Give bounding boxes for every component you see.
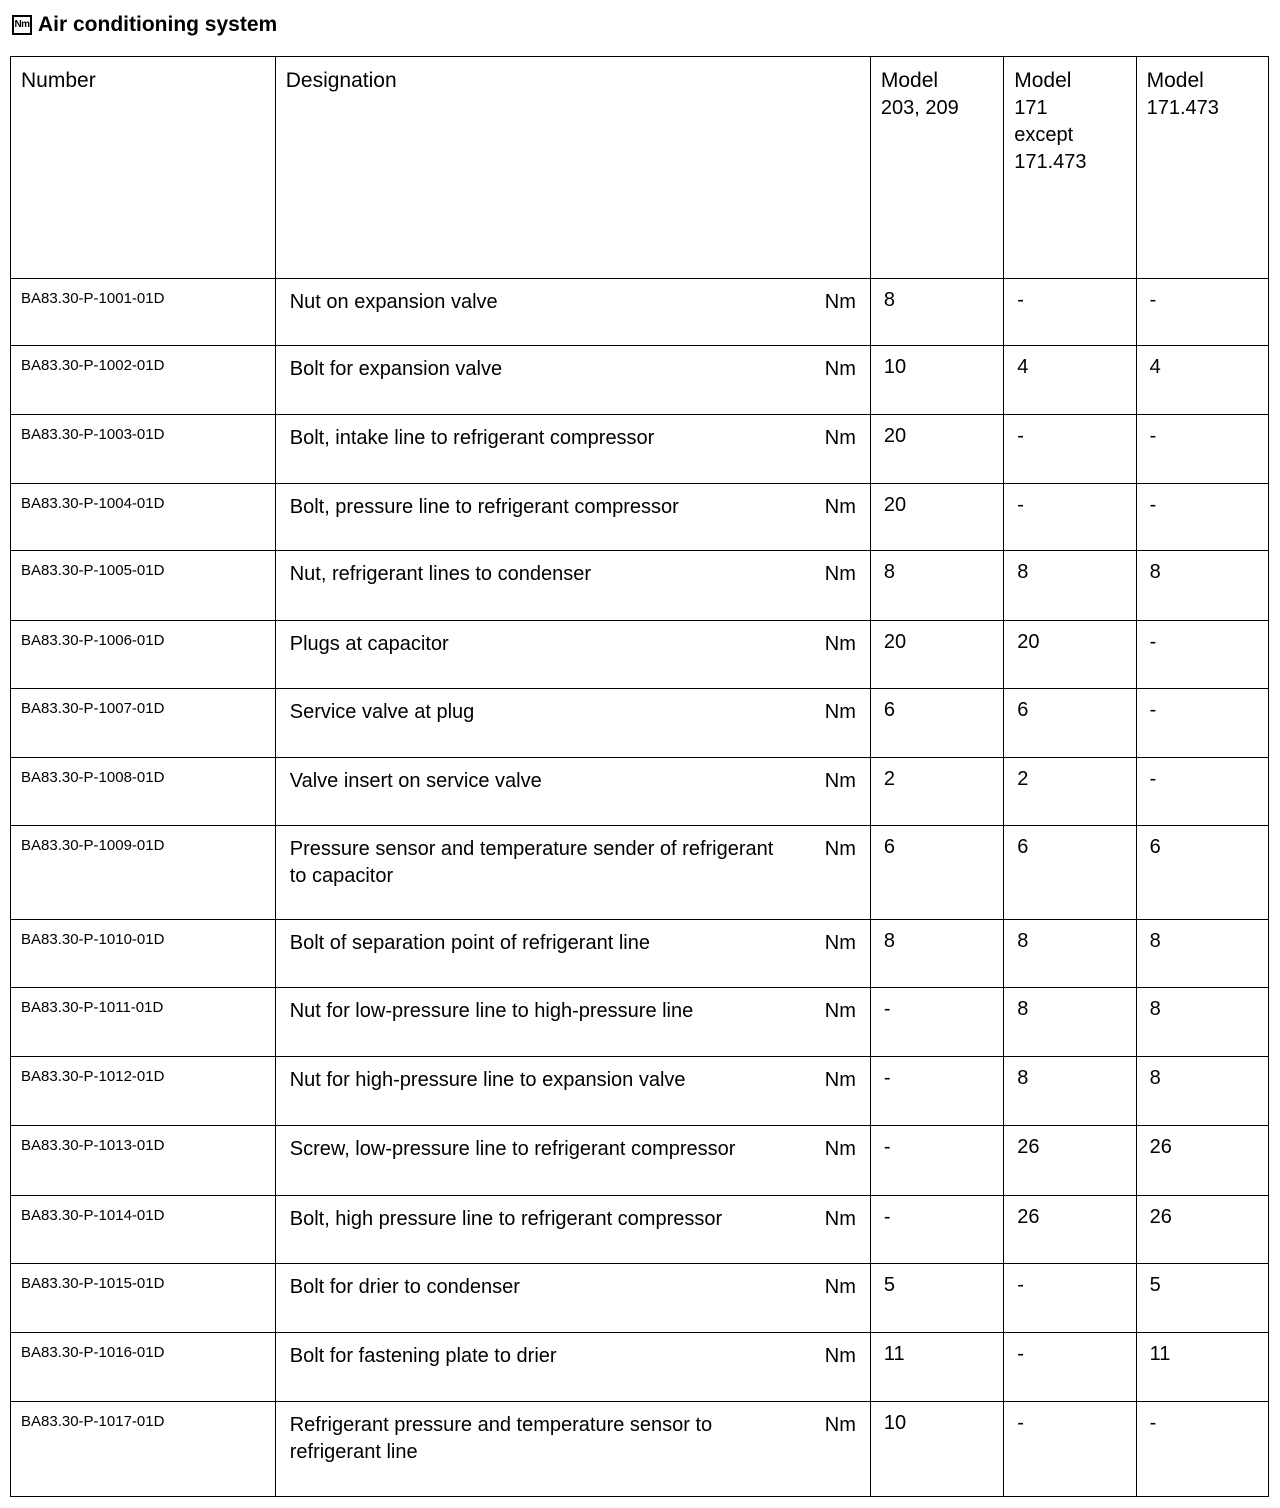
cell-model-2-value: 8 <box>1004 551 1136 621</box>
cell-number: BA83.30-P-1001-01D <box>11 279 276 346</box>
designation-text: Screw, low-pressure line to refrigerant compressor <box>289 1138 736 1160</box>
cell-model-1-value: 11 <box>870 1333 1003 1402</box>
model-except-label: except <box>1014 124 1074 147</box>
cell-number: BA83.30-P-1015-01D <box>11 1264 276 1333</box>
cell-designation <box>275 484 870 551</box>
table-row <box>11 1402 1269 1497</box>
cell-designation <box>275 1402 870 1497</box>
unit-label: Nm <box>824 496 856 518</box>
designation-text: Bolt, intake line to refrigerant compressor <box>289 427 655 449</box>
cell-model-3-value: 8 <box>1136 988 1268 1057</box>
cell-model-3-value: 4 <box>1136 346 1268 415</box>
cell-designation <box>275 988 870 1057</box>
unit-label: Nm <box>824 1000 856 1022</box>
torque-spec-table <box>10 56 1269 1497</box>
cell-designation <box>275 1196 870 1264</box>
unit-label: Nm <box>824 1208 856 1230</box>
designation-text: Bolt of separation point of refrigerant line <box>289 932 650 954</box>
table-header-row <box>11 57 1269 279</box>
unit-label: Nm <box>824 1276 856 1298</box>
table-row <box>11 1333 1269 1402</box>
cell-model-2-value: - <box>1004 1264 1136 1333</box>
table-row <box>11 1196 1269 1264</box>
cell-model-2-value: 8 <box>1004 920 1136 988</box>
cell-number: BA83.30-P-1017-01D <box>11 1402 276 1497</box>
designation-text: Nut, refrigerant lines to condenser <box>289 563 592 585</box>
cell-model-3-value: - <box>1136 1402 1268 1497</box>
cell-model-1-value: 10 <box>870 346 1003 415</box>
designation-text: Bolt, high pressure line to refrigerant compressor <box>289 1208 723 1230</box>
designation-text: Valve insert on service valve <box>289 770 542 792</box>
table-row <box>11 1264 1269 1333</box>
cell-model-2-value: 4 <box>1004 346 1136 415</box>
designation-text: Pressure sensor and temperature sender of refrigerant to capacitor <box>289 838 774 887</box>
cell-number: BA83.30-P-1004-01D <box>11 484 276 551</box>
unit-label: Nm <box>824 633 856 655</box>
cell-model-3-value: 26 <box>1136 1126 1268 1196</box>
unit-label: Nm <box>824 770 856 792</box>
unit-label: Nm <box>824 358 856 380</box>
cell-designation <box>275 1057 870 1126</box>
page-title: Air conditioning system <box>38 13 278 36</box>
cell-model-3-value: - <box>1136 621 1268 689</box>
cell-model-2-value: 8 <box>1004 1057 1136 1126</box>
model-label: Model <box>880 69 939 92</box>
cell-designation <box>275 415 870 484</box>
column-header-model-203-209 <box>870 57 1003 279</box>
cell-model-1-value: 8 <box>870 279 1003 346</box>
cell-designation <box>275 920 870 988</box>
unit-label: Nm <box>824 427 856 449</box>
table-row <box>11 1057 1269 1126</box>
table-row <box>11 758 1269 826</box>
cell-model-1-value: - <box>870 988 1003 1057</box>
cell-model-3-value: - <box>1136 415 1268 484</box>
cell-model-1-value: 6 <box>870 689 1003 758</box>
model-value: 171.473 <box>1146 97 1219 120</box>
cell-number: BA83.30-P-1010-01D <box>11 920 276 988</box>
cell-model-2-value: - <box>1004 484 1136 551</box>
table-row <box>11 279 1269 346</box>
cell-model-1-value: - <box>870 1057 1003 1126</box>
cell-model-3-value: 8 <box>1136 920 1268 988</box>
cell-designation <box>275 826 870 920</box>
table-row <box>11 346 1269 415</box>
cell-designation <box>275 279 870 346</box>
cell-model-2-value: 26 <box>1004 1126 1136 1196</box>
table-row <box>11 621 1269 689</box>
table-row <box>11 689 1269 758</box>
designation-text: Bolt for drier to condenser <box>289 1276 520 1298</box>
page-header <box>12 10 277 40</box>
cell-designation <box>275 758 870 826</box>
cell-model-3-value: 11 <box>1136 1333 1268 1402</box>
cell-model-1-value: 8 <box>870 551 1003 621</box>
model-label: Model <box>1014 69 1072 92</box>
cell-designation <box>275 1333 870 1402</box>
model-label: Model <box>1146 69 1204 92</box>
cell-model-3-value: 8 <box>1136 1057 1268 1126</box>
designation-text: Plugs at capacitor <box>289 633 449 655</box>
table-row <box>11 484 1269 551</box>
table-row <box>11 826 1269 920</box>
cell-designation <box>275 346 870 415</box>
unit-label: Nm <box>824 932 856 954</box>
cell-model-2-value: 6 <box>1004 826 1136 920</box>
cell-model-2-value: - <box>1004 1402 1136 1497</box>
cell-model-2-value: - <box>1004 279 1136 346</box>
table-body <box>11 279 1269 1497</box>
model-value: 171 <box>1014 97 1048 120</box>
cell-model-2-value: - <box>1004 415 1136 484</box>
unit-label: Nm <box>824 1414 856 1436</box>
cell-number: BA83.30-P-1005-01D <box>11 551 276 621</box>
designation-text: Bolt for expansion valve <box>289 358 503 380</box>
cell-model-2-value: 26 <box>1004 1196 1136 1264</box>
cell-model-1-value: 6 <box>870 826 1003 920</box>
cell-model-2-value: 8 <box>1004 988 1136 1057</box>
cell-model-3-value: - <box>1136 279 1268 346</box>
unit-label: Nm <box>824 291 856 313</box>
table-row <box>11 415 1269 484</box>
unit-label: Nm <box>824 701 856 723</box>
cell-designation <box>275 1264 870 1333</box>
cell-model-1-value: 8 <box>870 920 1003 988</box>
cell-model-2-value: 2 <box>1004 758 1136 826</box>
cell-designation <box>275 1126 870 1196</box>
cell-number: BA83.30-P-1016-01D <box>11 1333 276 1402</box>
cell-number: BA83.30-P-1012-01D <box>11 1057 276 1126</box>
cell-model-1-value: 20 <box>870 621 1003 689</box>
cell-model-1-value: 10 <box>870 1402 1003 1497</box>
cell-model-1-value: - <box>870 1126 1003 1196</box>
cell-number: BA83.30-P-1007-01D <box>11 689 276 758</box>
table-row <box>11 920 1269 988</box>
cell-model-3-value: 6 <box>1136 826 1268 920</box>
designation-text: Nut for high-pressure line to expansion valve <box>289 1069 686 1091</box>
designation-text: Refrigerant pressure and temperature sensor to refrigerant line <box>289 1414 713 1463</box>
table-row <box>11 551 1269 621</box>
column-header-model-171-except <box>1004 57 1136 279</box>
table-row <box>11 988 1269 1057</box>
cell-number: BA83.30-P-1002-01D <box>11 346 276 415</box>
model-value: 171.473 <box>1014 151 1087 174</box>
unit-label: Nm <box>824 1069 856 1091</box>
cell-designation <box>275 621 870 689</box>
designation-text: Nut on expansion valve <box>289 291 498 313</box>
designation-text: Bolt, pressure line to refrigerant compressor <box>289 496 679 518</box>
cell-number: BA83.30-P-1013-01D <box>11 1126 276 1196</box>
cell-designation <box>275 551 870 621</box>
cell-number: BA83.30-P-1006-01D <box>11 621 276 689</box>
model-value: 203, 209 <box>880 97 959 120</box>
cell-designation <box>275 689 870 758</box>
unit-label: Nm <box>824 563 856 585</box>
cell-model-3-value: 5 <box>1136 1264 1268 1333</box>
column-header-number: Number <box>11 57 276 279</box>
cell-model-1-value: - <box>870 1196 1003 1264</box>
designation-text: Service valve at plug <box>289 701 475 723</box>
designation-text: Nut for low-pressure line to high-pressure line <box>289 1000 694 1022</box>
cell-number: BA83.30-P-1003-01D <box>11 415 276 484</box>
designation-text: Bolt for fastening plate to drier <box>289 1345 557 1367</box>
cell-model-3-value: - <box>1136 758 1268 826</box>
unit-label: Nm <box>824 1138 856 1160</box>
cell-number: BA83.30-P-1011-01D <box>11 988 276 1057</box>
torque-nm-icon: Nm <box>12 15 32 35</box>
cell-model-1-value: 20 <box>870 484 1003 551</box>
cell-model-3-value: 8 <box>1136 551 1268 621</box>
cell-number: BA83.30-P-1008-01D <box>11 758 276 826</box>
cell-number: BA83.30-P-1009-01D <box>11 826 276 920</box>
cell-model-2-value: 6 <box>1004 689 1136 758</box>
cell-number: BA83.30-P-1014-01D <box>11 1196 276 1264</box>
cell-model-1-value: 5 <box>870 1264 1003 1333</box>
cell-model-1-value: 2 <box>870 758 1003 826</box>
cell-model-3-value: - <box>1136 484 1268 551</box>
cell-model-2-value: 20 <box>1004 621 1136 689</box>
table-row <box>11 1126 1269 1196</box>
cell-model-3-value: 26 <box>1136 1196 1268 1264</box>
column-header-model-171-473 <box>1136 57 1268 279</box>
cell-model-1-value: 20 <box>870 415 1003 484</box>
unit-label: Nm <box>824 838 856 860</box>
cell-model-2-value: - <box>1004 1333 1136 1402</box>
column-header-designation: Designation <box>275 57 870 279</box>
unit-label: Nm <box>824 1345 856 1367</box>
cell-model-3-value: - <box>1136 689 1268 758</box>
